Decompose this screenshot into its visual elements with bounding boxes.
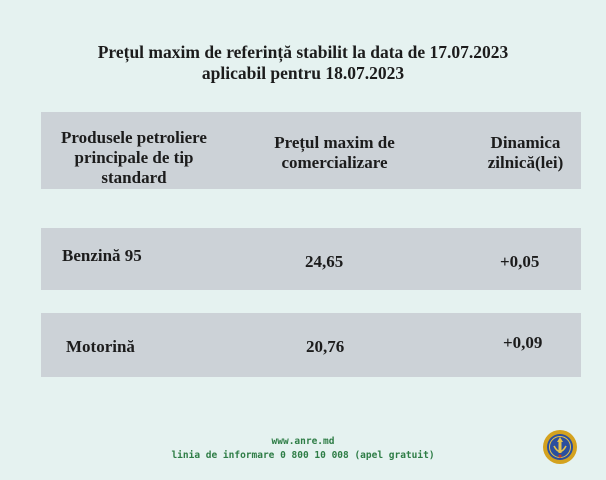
row-price: 24,65 [305,252,344,271]
website-link[interactable]: www.anre.md [271,436,335,447]
header-product: Produsele petroliere principale de tip standard [61,128,207,187]
row-price: 20,76 [306,337,345,356]
row-product-name: Benzină 95 [62,246,142,265]
header-price: Prețul maxim de comercializare [274,133,395,172]
info-line: linia de informare 0 800 10 008 (apel gratuit) [171,450,435,461]
row-change: +0,09 [503,333,543,352]
row-change: +0,05 [500,252,540,271]
footer [0,435,606,463]
page-title [0,42,606,84]
anre-emblem-icon [542,429,578,465]
header-change: Dinamica zilnică(lei) [487,133,564,172]
title-line-1: Prețul maxim de referință stabilit la data de 17.07.2023 [97,42,509,62]
row-product-name: Motorină [66,337,135,356]
title-line-2: aplicabil pentru 18.07.2023 [201,63,405,83]
